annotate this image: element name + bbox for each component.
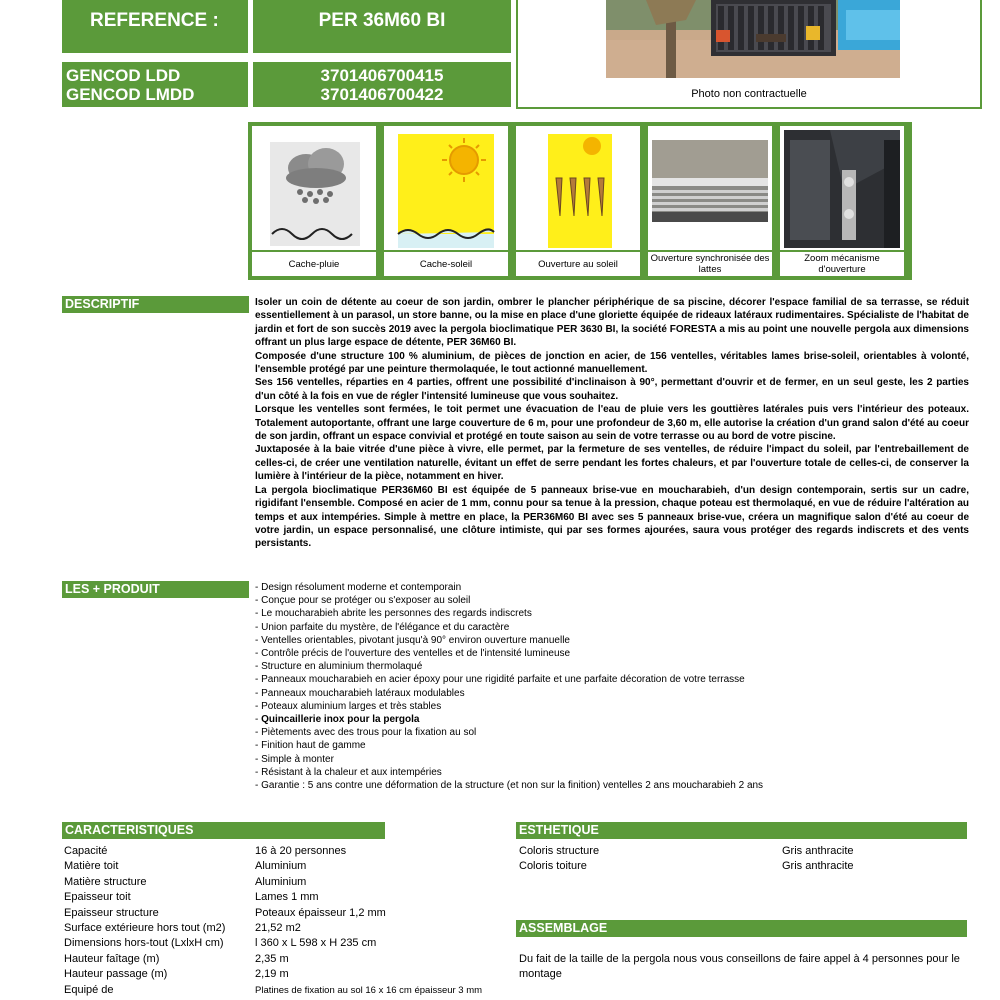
table-row xyxy=(64,953,514,968)
list-item: - Simple à monter xyxy=(255,753,334,765)
reference-value-box xyxy=(253,0,511,53)
row-value: Gris anthracite xyxy=(782,845,854,857)
desc-paragraph: Isoler un coin de détente au coeur de son jardin, ombrer le plancher périphérique de sa piscine, décorer l'espace familial de sa terrasse, se réduit essentiellement à un parasol, un store banne, ou la mise en place d'une gloriette équipée de rideaux latéraux rudimentaires. Spécialiste de l'habitat de jardin et fort de son succès 2019 avec la pergola bioclimatique PER 3630 BI, la société FORESTA a mis au point une nouvelle pergola aux dimensions offrant un plus large espace de détente, PER 36M60 BI. xyxy=(255,297,969,349)
reference-label: REFERENCE : xyxy=(90,10,219,31)
row-value: Poteaux épaisseur 1,2 mm xyxy=(255,906,386,919)
list-item: - Piètements avec des trous pour la fixation au sol xyxy=(255,727,477,739)
list-item: - Garantie : 5 ans contre une déformation de la structure (et non sur la finition) ventelles 2 ans moucharabieh 2 ans xyxy=(255,780,764,792)
gencod-ldd-label: GENCOD LDD xyxy=(66,65,181,85)
table-row xyxy=(64,860,514,875)
gencod-value-box xyxy=(253,62,511,107)
photo-caption: Photo non contractuelle xyxy=(691,88,807,100)
feature-tile-sun-opening xyxy=(516,126,640,276)
list-item: - Conçue pour se protéger ou s'exposer au soleil xyxy=(255,595,471,607)
features-strip xyxy=(248,122,912,280)
reference-value: PER 36M60 BI xyxy=(318,10,446,31)
plus-title: LES + PRODUIT xyxy=(62,581,249,598)
list-item: - Le moucharabieh abrite les personnes des regards indiscrets xyxy=(255,608,532,620)
row-key: Hauteur passage (m) xyxy=(64,968,168,981)
caracteristiques-title: CARACTERISTIQUES xyxy=(62,822,385,839)
table-row xyxy=(64,845,514,860)
gencod-lmdd-value: 3701406700422 xyxy=(320,84,444,104)
esthetique-table xyxy=(519,845,969,876)
row-key: Matière structure xyxy=(64,875,147,888)
row-key: Epaisseur toit xyxy=(64,891,131,904)
plus-list xyxy=(255,581,975,792)
list-item: - Poteaux aluminium larges et très stables xyxy=(255,700,442,712)
list-item-bold: Quincaillerie inox pour la pergola xyxy=(261,714,420,726)
feature-tile-rain xyxy=(252,126,376,276)
table-row xyxy=(64,968,514,983)
reference-box xyxy=(62,0,248,53)
feature-label: Ouverture au soleil xyxy=(516,250,640,276)
row-value: 21,52 m2 xyxy=(255,921,301,934)
product-photo xyxy=(606,0,900,78)
row-key: Hauteur faîtage (m) xyxy=(64,952,160,965)
table-row xyxy=(64,937,514,952)
row-value: 2,35 m xyxy=(255,952,289,965)
table-row xyxy=(64,907,514,922)
table-row xyxy=(519,860,969,875)
row-value: Aluminium xyxy=(255,860,307,873)
row-value: Lames 1 mm xyxy=(255,891,319,904)
feature-tile-louvres xyxy=(648,126,772,276)
assemblage-text: Du fait de la taille de la pergola nous vous conseillons de faire appel à 4 personnes pour le montage xyxy=(519,953,960,980)
list-item: - Contrôle précis de l'ouverture des ventelles et de l'intensité lumineuse xyxy=(255,648,571,660)
feature-tile-sun xyxy=(384,126,508,276)
row-value: Aluminium xyxy=(255,875,307,888)
row-key: Coloris structure xyxy=(519,845,600,857)
table-row xyxy=(64,891,514,906)
list-item: - Finition haut de gamme xyxy=(255,740,366,752)
row-value: 2,19 m xyxy=(255,968,289,981)
louvres-photo xyxy=(652,130,768,248)
row-key: Matière toit xyxy=(64,860,119,873)
row-value: Gris anthracite xyxy=(782,860,854,873)
mechanism-photo xyxy=(784,130,900,248)
sun-louvres-icon xyxy=(520,130,636,248)
assemblage-title: ASSEMBLAGE xyxy=(516,920,967,937)
gencod-lmdd-label: GENCOD LMDD xyxy=(66,84,195,104)
list-item: - Résistant à la chaleur et aux intempéries xyxy=(255,766,442,778)
desc-paragraph: Lorsque les ventelles sont fermées, le toit permet une évacuation de l'eau de pluie vers les gouttières latérales puis vers l'intérieur des poteaux. Totalement autoportante, offrant une large couverture de 6 m, pour une profondeur de 3,60 m, elle autorise la création d'un grand salon d'été au coeur de son jardin, offrant un espace convivial et protégé en toute saison au sein de votre terrasse ou au bord de votre piscine. xyxy=(255,404,969,443)
row-key: Surface extérieure hors tout (m2) xyxy=(64,921,226,934)
row-key: Capacité xyxy=(64,845,108,857)
gencod-ldd-value: 3701406700415 xyxy=(320,65,444,85)
feature-tile-mechanism xyxy=(780,126,904,276)
row-key: Coloris toiture xyxy=(519,860,587,873)
list-item: - Ventelles orientables, pivotant jusqu'à 90° environ ouverture manuelle xyxy=(255,634,570,646)
table-row xyxy=(64,876,514,891)
row-value: l 360 x L 598 x H 235 cm xyxy=(255,937,377,950)
desc-paragraph: Ses 156 ventelles, réparties en 4 parties, offrent une possibilité d'inclinaison à 90°, permettant d'ouvrir et de fermer, en un seul geste, les 2 parties d'un côté à la fois en vue de régler l'intensité lumineuse que vous souhaitez. xyxy=(255,377,969,402)
row-value: 16 à 20 personnes xyxy=(255,845,347,857)
caracteristiques-table xyxy=(64,845,514,999)
feature-label: Ouverture synchronisée des lattes xyxy=(648,250,772,276)
desc-paragraph: Juxtaposée à la baie vitrée d'une pièce à vivre, elle permet, par la fermeture de ses ventelles, de réduire l'impact du soleil, par l'entrebaillement de celles-ci, de créer une ventilation naturelle, évitant un effet de serre pendant les fortes chaleurs, et par l'ouverture totale de celles-ci, de conserver la lumière à l'intérieur de la pièce, notamment en hiver. xyxy=(255,444,969,483)
row-key: Equipé de xyxy=(64,983,114,996)
desc-paragraph: La pergola bioclimatique PER36M60 BI est équipée de 5 panneaux brise-vue en moucharabieh, d'un design contemporain, sertis sur un cadre, rigidifant l'ensemble. Composé en acier de 1 mm, connu pour sa tenue à la pression, chaque poteau est thermolaqué, en vue de réduire l'altération au temps et aux intempéries. Simple à mettre en place, la PER36M60 BI avec ses 5 panneaux brise-vue, créera un magnifique salon d'été au coeur de votre jardin, un espace personnalisé, une clôture intimiste, qui par ses formes ajourées, saura vous protéger des regards indiscrets et des vents persistants. xyxy=(255,484,969,550)
rain-cloud-icon xyxy=(256,130,372,248)
table-row xyxy=(64,984,514,999)
desc-paragraph: Composée d'une structure 100 % aluminium, de pièces de jonction en acier, de 156 ventelles, véritables lames brise-soleil, orientables à volonté, l'ensemble protégé par une peinture thermolaquée, le tout actionné manuellement. xyxy=(255,350,969,376)
list-item: - Union parfaite du mystère, de l'élégance et du caractère xyxy=(255,621,510,633)
list-item: - Quincaillerie inox pour la pergola xyxy=(255,714,420,726)
descriptif-text xyxy=(255,296,969,551)
list-item: - Structure en aluminium thermolaqué xyxy=(255,661,423,673)
table-row xyxy=(64,922,514,937)
descriptif-title: DESCRIPTIF xyxy=(62,296,249,313)
esthetique-title: ESTHETIQUE xyxy=(516,822,967,839)
list-item: - Design résolument moderne et contemporain xyxy=(255,582,462,593)
list-item: - Panneaux moucharabieh latéraux modulables xyxy=(255,687,465,699)
list-item: - Panneaux moucharabieh en acier époxy pour une rigidité parfaite et une parfaite décoration de votre terrasse xyxy=(255,674,745,686)
table-row xyxy=(519,845,969,860)
feature-label: Cache-soleil xyxy=(384,250,508,276)
row-key: Epaisseur structure xyxy=(64,906,159,919)
row-key: Dimensions hors-tout (LxlxH cm) xyxy=(64,937,224,950)
product-photo-frame xyxy=(516,0,982,109)
feature-label: Cache-pluie xyxy=(252,250,376,276)
gencod-label-box xyxy=(62,62,248,107)
sun-icon xyxy=(388,130,504,248)
row-value: Platines de fixation au sol 16 x 16 cm épaisseur 3 mm xyxy=(255,984,483,996)
feature-label: Zoom mécanisme d'ouverture xyxy=(780,250,904,276)
